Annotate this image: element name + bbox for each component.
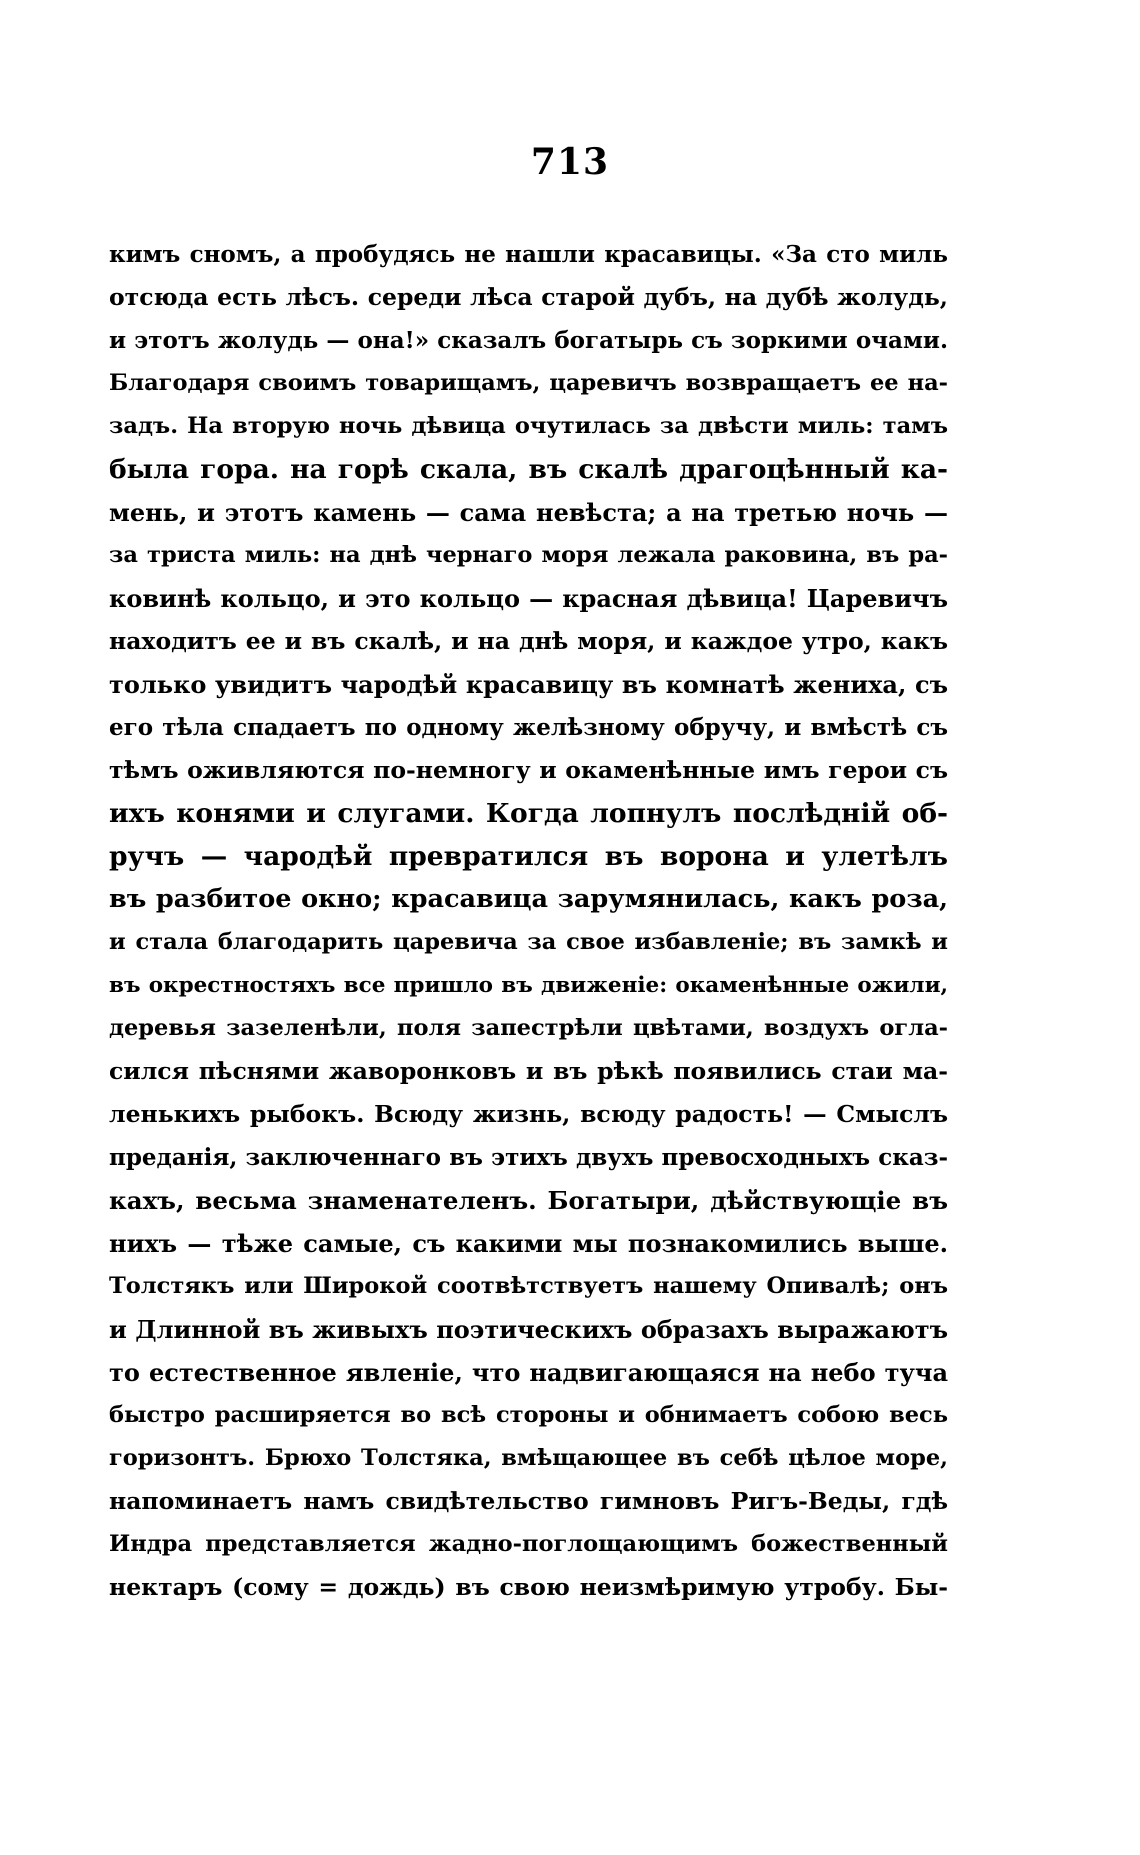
text-line: кахъ, весьма знаменателенъ. Богатыри, дѣйствующіе въ	[109, 1186, 948, 1215]
text-line: напоминаетъ намъ свидѣтельство гимновъ Ригъ-Веды, гдѣ	[109, 1487, 948, 1515]
text-line: деревья зазеленѣли, поля запестрѣли цвѣтами, воздухъ огла-	[109, 1015, 948, 1041]
text-line: въ разбитое окно; красавица зарумянилась, какъ роза,	[109, 884, 948, 914]
text-line: ленькихъ рыбокъ. Всюду жизнь, всюду радость! — Смыслъ	[109, 1100, 948, 1128]
text-line: горизонтъ. Брюхо Толстяка, вмѣщающее въ себѣ цѣлое море,	[109, 1445, 948, 1471]
text-line: находитъ ее и въ скалѣ, и на днѣ моря, и каждое утро, какъ	[109, 627, 948, 655]
page-number: 713	[530, 141, 610, 183]
text-line: его тѣла спадаетъ по одному желѣзному обручу, и вмѣстѣ съ	[109, 714, 948, 741]
text-line: задъ. На вторую ночь дѣвица очутилась за двѣсти миль: тамъ	[109, 413, 948, 439]
text-line: въ окрестностяхъ все пришло въ движеніе: окаменѣнные ожили,	[109, 973, 948, 998]
text-line: нихъ — тѣже самые, съ какими мы познакомились выше.	[109, 1229, 948, 1258]
text-line: отсюда есть лѣсъ. середи лѣса старой дубъ, на дубѣ жолудь,	[109, 283, 948, 311]
text-line: тѣмъ оживляются по-немногу и окаменѣнные имъ герои съ	[109, 756, 948, 784]
text-line: кимъ сномъ, а пробудясь не нашли красавицы. «За сто миль	[109, 241, 948, 268]
text-line: сился пѣснями жаворонковъ и въ рѣкѣ появились стаи ма-	[109, 1057, 948, 1085]
text-line: Толстякъ или Широкой соотвѣтствуетъ нашему Опивалѣ; онъ	[109, 1273, 948, 1299]
text-line: и стала благодарить царевича за свое избавленіе; въ замкѣ и	[109, 929, 948, 955]
text-line: Индра представляется жадно-поглощающимъ божественный	[109, 1531, 948, 1557]
text-line: то естественное явленіе, что надвигающаяся на небо туча	[109, 1358, 948, 1387]
text-line: только увидитъ чародѣй красавицу въ комнатѣ жениха, съ	[109, 670, 948, 699]
text-line: была гора. на горѣ скала, въ скалѣ драгоцѣнный ка-	[109, 454, 948, 485]
text-line: ихъ конями и слугами. Когда лопнулъ послѣдній об-	[109, 798, 948, 829]
text-line: и Длинной въ живыхъ поэтическихъ образахъ выражаютъ	[109, 1315, 948, 1344]
body-text	[109, 233, 948, 1609]
text-line: быстро расширяется во всѣ стороны и обнимаетъ собою весь	[109, 1402, 948, 1428]
text-line: Благодаря своимъ товарищамъ, царевичъ возвращаетъ ее на-	[109, 370, 948, 396]
text-line: ковинѣ кольцо, и это кольцо — красная дѣвица! Царевичъ	[109, 584, 948, 613]
text-line: преданія, заключеннаго въ этихъ двухъ превосходныхъ сказ-	[109, 1144, 948, 1171]
text-line: нектаръ (сому = дождь) въ свою неизмѣримую утробу. Бы-	[109, 1573, 948, 1601]
text-line: мень, и этотъ камень — сама невѣста; а на третью ночь —	[109, 498, 948, 527]
text-line: ручъ — чародѣй превратился въ ворона и улетѣлъ	[109, 841, 948, 872]
text-line: и этотъ жолудь — она!» сказалъ богатырь съ зоркими очами.	[109, 327, 948, 354]
text-line: за триста миль: на днѣ чернаго моря лежала раковина, въ ра-	[109, 542, 948, 568]
